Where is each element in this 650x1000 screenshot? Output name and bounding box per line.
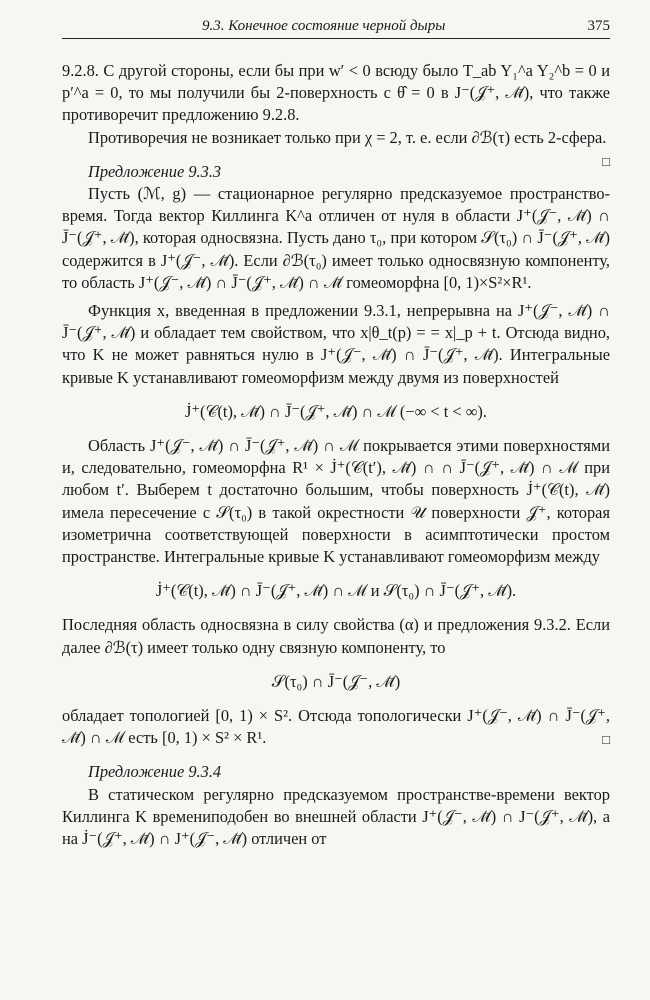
qed-symbol: □	[602, 153, 610, 169]
running-header	[62, 14, 610, 39]
proposition-heading: Предложение 9.3.4	[88, 762, 222, 782]
paragraph-text: Противоречия не возникает только при χ = 2, т. е. если ∂ℬ(τ) есть 2-сфера.	[88, 127, 607, 147]
display-equation: J̇⁺(𝒞(t), ℳ̄) ∩ J̄⁻(𝒥⁺, ℳ̄) ∩ ℳ (−∞ < t < ∞).	[185, 401, 487, 421]
section-title: 9.3. Конечное состояние черной дыры	[202, 18, 446, 34]
paragraph	[62, 127, 610, 169]
body-text	[62, 60, 610, 850]
paragraph	[62, 705, 610, 749]
book-page	[62, 14, 610, 850]
display-equation: J̇⁺(𝒞(t), ℳ̄) ∩ J̄⁻(𝒥⁺, ℳ̄) ∩ ℳ и 𝒮(τ₀) ∩ J̄⁻(𝒥⁺, ℳ̄).	[155, 581, 517, 601]
proposition-heading: Предложение 9.3.3	[88, 161, 222, 181]
paragraph: 9.2.8. С другой стороны, если бы при w′ < 0 всюду было T_ab Y₁^a Y₂^b = 0 и p′^a = 0, то мы получили бы 2-поверхность с θ̂ = 0 в J⁻(𝒥⁺, ℳ̄), что также противоречит предложению 9.2.8.	[62, 61, 610, 125]
paragraph: Последняя область односвязна в силу свойства (α) и предложения 9.3.2. Если далее ∂ℬ(τ) имеет только одну связную компоненту, то	[62, 615, 610, 657]
paragraph: В статическом регулярно предсказуемом пространстве-времени вектор Киллинга K времениподобен во внешней области J⁺(𝒥⁻, ℳ̄) ∩ J⁻(𝒥⁺, ℳ̄), а на J̇⁻(𝒥⁺, ℳ̄) ∩ J⁺(𝒥⁻, ℳ̄) отличен от	[62, 784, 610, 849]
page-number: 375	[587, 18, 610, 34]
paragraph: Пусть (ℳ, g) — стационарное регулярно предсказуемое пространство-время. Тогда вектор Киллинга K^a отличен от нуля в области J⁺(𝒥⁻, ℳ̄) ∩ J̄⁻(𝒥⁺, ℳ̄), которая односвязна. Пусть дано τ₀, при котором 𝒮(τ₀) ∩ J̄⁻(𝒥⁺, ℳ̄) содержится в J⁺(𝒥⁻, ℳ̄). Если ∂ℬ(τ₀) имеет только односвязную компоненту, то область J⁺(𝒥⁻, ℳ̄) ∩ J̄⁻(𝒥⁺, ℳ̄) ∩ ℳ̄ гомеоморфна [0, 1)×S²×R¹.	[62, 184, 610, 292]
paragraph-text: обладает топологией [0, 1) × S². Отсюда топологически J⁺(𝒥⁻, ℳ̄) ∩ J̄⁻(𝒥⁺, ℳ̄) ∩ ℳ есть [0, 1) × S² × R¹.	[62, 706, 610, 748]
paragraph: Область J⁺(𝒥⁻, ℳ̄) ∩ J̄⁻(𝒥⁺, ℳ̄) ∩ ℳ покрывается этими поверхностями и, следовательно, гомеоморфна R¹ × J̇⁺(𝒞(t′), ℳ̄) ∩ ∩ J̄⁻(𝒥⁺, ℳ̄) ∩ ℳ при любом t′. Выберем t достаточно большим, чтобы поверхность J̇⁺(𝒞(t), ℳ̄) имела пересечение с 𝒮(τ₀) в такой окрестности 𝒰 поверхности 𝒥⁺, которая изометрична соответствующей поверхности в асимптотически простом пространстве. Интегральные кривые K устанавливают гомеоморфизм между	[62, 436, 610, 567]
qed-symbol: □	[602, 732, 610, 748]
paragraph: Функция x, введенная в предложении 9.3.1, непрерывна на J⁺(𝒥⁻, ℳ̄) ∩ J̄⁻(𝒥⁺, ℳ̄) и обладает тем свойством, что x|θ_t(p) = = x|_p + t. Отсюда видно, что K не может равняться нулю в J⁺(𝒥⁻, ℳ̄) ∩ J̄⁻(𝒥⁺, ℳ̄). Интегральные кривые K устанавливают гомеоморфизм между двумя из поверхностей	[62, 301, 610, 387]
display-equation: 𝒮(τ₀) ∩ J̄⁻(𝒥⁻, ℳ̄)	[271, 671, 401, 691]
